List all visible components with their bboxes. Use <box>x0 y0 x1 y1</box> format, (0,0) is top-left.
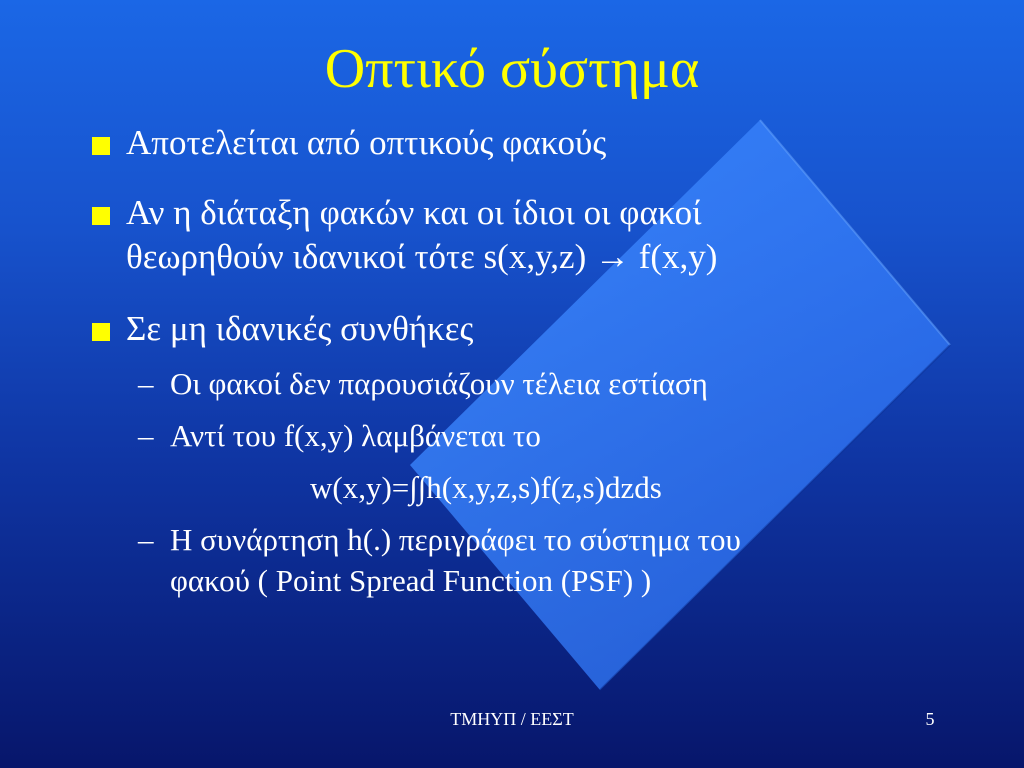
square-bullet-icon <box>92 207 110 225</box>
square-bullet-icon <box>92 323 110 341</box>
dash-bullet-icon: – <box>138 366 154 401</box>
square-bullet-icon <box>92 137 110 155</box>
bullet-text: Αποτελείται από οπτικούς φακούς <box>126 123 607 162</box>
sub-bullet-text: Αντί του f(x,y) λαμβάνεται το <box>170 418 541 453</box>
bullet-text: Αν η διάταξη φακών και οι ίδιοι οι φακοί <box>126 193 702 232</box>
bullet-text: θεωρηθούν ιδανικοί τότε s(x,y,z) → f(x,y) <box>126 237 718 276</box>
sub-bullet-text: φακού ( Point Spread Function (PSF) ) <box>170 563 652 598</box>
footer-text: ΤΜΗΥΠ / ΕΕΣΤ <box>450 709 574 729</box>
slide-title: Οπτικό σύστημα <box>324 38 700 100</box>
sub-bullet-text: Η συνάρτηση h(.) περιγράφει το σύστημα του <box>170 522 741 557</box>
dash-bullet-icon: – <box>138 418 154 453</box>
bullet-text: Σε μη ιδανικές συνθήκες <box>126 309 474 348</box>
formula: w(x,y)=∫∫h(x,y,z,s)f(z,s)dzds <box>310 470 662 505</box>
dash-bullet-icon: – <box>138 522 154 557</box>
sub-bullet-text: Οι φακοί δεν παρουσιάζουν τέλεια εστίαση <box>170 366 708 401</box>
page-number: 5 <box>925 709 935 729</box>
